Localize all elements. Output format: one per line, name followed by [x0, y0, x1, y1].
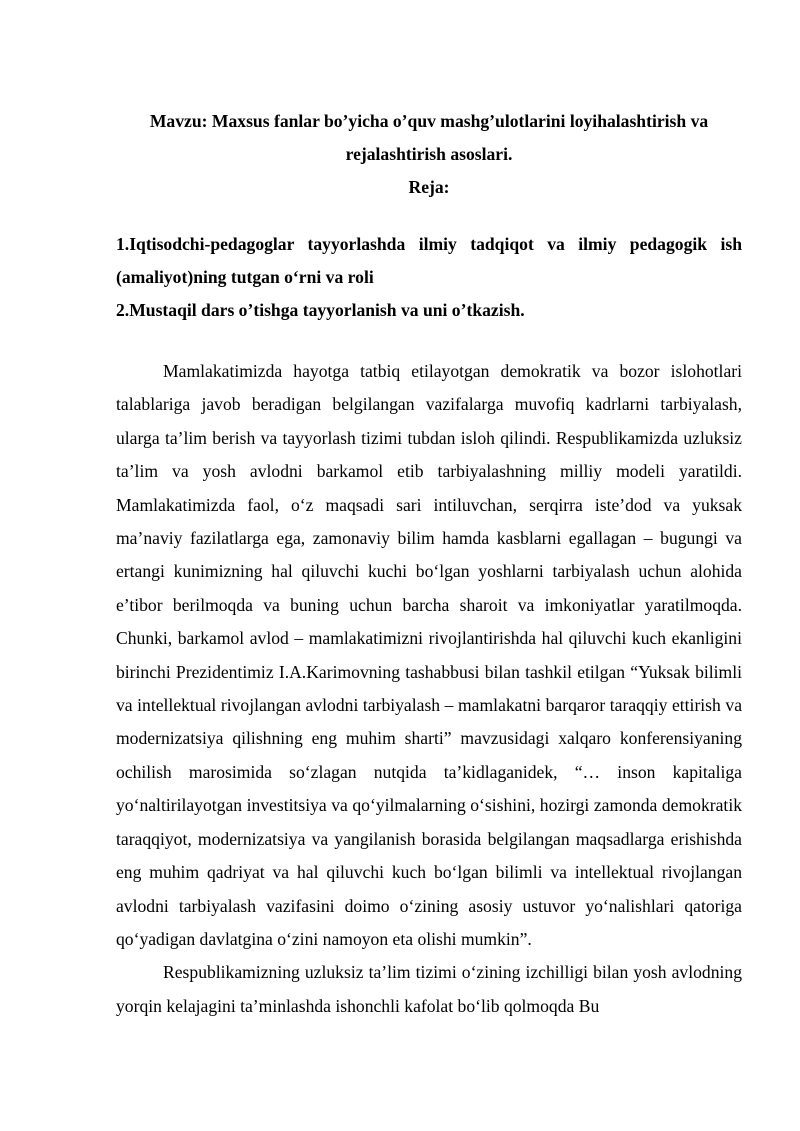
- document-title: Mavzu: Maxsus fanlar bo’yicha o’quv mashg’ulotlarini loyihalashtirish va rejalashtirish asoslari.: [149, 111, 709, 164]
- plan-item-2: 2.Mustaqil dars o’tishga tayyorlanish va uni o’tkazish.: [116, 300, 525, 320]
- plan-list: [116, 228, 742, 327]
- plan-heading: Reja:: [408, 177, 450, 197]
- body-paragraph-2: Respublikamizning uzluksiz ta’lim tizimi o‘zining izchilligi bilan yosh avlodning yorqin kelajagini ta’minlashda ishonchli kafolat bo‘lib qolmoqda Bu: [116, 962, 742, 1016]
- body-paragraph-1: Mamlakatimizda hayotga tatbiq etilayotgan demokratik va bozor islohotlari talablariga javob beradigan belgilangan vazifalarga muvofiq kadrlarni tarbiyalash, ularga ta’lim berish va tayyorlash tizimi tubdan isloh qilindi. Respublikamizda uzluksiz ta’lim va yosh avlodni barkamol etib tarbiyalashning milliy modeli yaratildi. Mamlakatimizda faol, o‘z maqsadi sari intiluvchan, serqirra iste’dod va yuksak ma’naviy fazilatlarga ega, zamonaviy bilim hamda kasblarni egallagan – bugungi va ertangi kunimizning hal qiluvchi kuchi bo‘lgan yoshlarni tarbiyalash uchun alohida e’tibor berilmoqda va buning uchun barcha sharoit va imkoniyatlar yaratilmoqda. Chunki, barkamol avlod – mamlakatimizni rivojlantirishda hal qiluvchi kuch ekanligini birinchi Prezidentimiz I.A.Karimovning tashabbusi bilan tashkil etilgan “Yuksak bilimli va intellektual rivojlangan avlodni tarbiyalash – mamlakatni barqaror taraqqiy ettirish va modernizatsiya qilishning eng muhim sharti” mavzusidagi xalqaro konferensiyaning ochilish marosimida so‘zlagan nutqida ta’kidlaganidek, “… inson kapitaliga yo‘naltirilayotgan investitsiya va qo‘yilmalarning o‘sishini, hozirgi zamonda demokratik taraqqiyot, modernizatsiya va yangilanish borasida belgilangan maqsadlarga erishishda eng muhim qadriyat va hal qiluvchi kuch bo‘lgan bilimli va intellektual rivojlangan avlodni tarbiyalash vazifasini doimo o‘zining asosiy ustuvor yo‘nalishlari qatoriga qo‘yadigan davlatgina o‘zini namoyon eta olishi mumkin”.: [116, 361, 742, 949]
- plan-item-1: 1.Iqtisodchi-pedagoglar tayyorlashda ilmiy tadqiqot va ilmiy pedagogik ish (amaliyot)ning tutgan o‘rni va roli: [116, 234, 742, 287]
